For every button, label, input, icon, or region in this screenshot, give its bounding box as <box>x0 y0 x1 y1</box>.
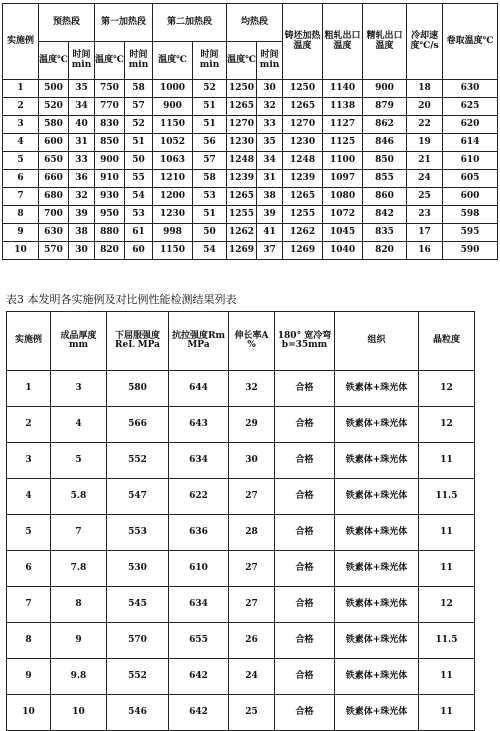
column-header: 下屈服强度ReL MPa <box>107 312 169 371</box>
table-cell: 铁素体+珠光体 <box>335 551 419 587</box>
header-preheat: 预热段 <box>39 4 95 42</box>
table-cell: 1255 <box>227 206 257 224</box>
table-cell: 21 <box>407 152 443 170</box>
table-cell: 625 <box>443 98 498 116</box>
table-cell: 铁素体+珠光体 <box>335 479 419 515</box>
table-cell: 铁素体+珠光体 <box>335 371 419 407</box>
table-cell: 580 <box>39 116 69 134</box>
table-cell: 18 <box>407 80 443 98</box>
table-cell: 600 <box>443 188 498 206</box>
table-cell: 6 <box>3 170 39 188</box>
table-cell: 1270 <box>283 116 323 134</box>
table-cell: 2 <box>3 98 39 116</box>
table-row <box>7 479 475 515</box>
table-cell: 1269 <box>283 242 323 260</box>
table-cell: 26 <box>229 623 275 659</box>
table-cell: 680 <box>39 188 69 206</box>
table-cell: 553 <box>107 515 169 551</box>
table-cell: 636 <box>169 515 229 551</box>
table-cell: 879 <box>363 98 407 116</box>
table-row <box>7 551 475 587</box>
table-cell: 24 <box>407 170 443 188</box>
table-cell: 570 <box>39 242 69 260</box>
table-cell: 2 <box>7 407 51 443</box>
table-cell: 34 <box>69 98 95 116</box>
table-cell: 642 <box>169 695 229 731</box>
table-cell: 61 <box>125 224 153 242</box>
column-header: 抗拉强度Rm MPa <box>169 312 229 371</box>
table-cell: 25 <box>407 188 443 206</box>
table-cell: 1255 <box>283 206 323 224</box>
table-cell: 820 <box>95 242 125 260</box>
table-cell: 1097 <box>323 170 363 188</box>
table-cell: 1265 <box>227 98 257 116</box>
table-row <box>3 242 498 260</box>
table-cell: 530 <box>107 551 169 587</box>
table-cell: 41 <box>257 224 283 242</box>
table-cell: 铁素体+珠光体 <box>335 659 419 695</box>
header-cooling-rate: 冷却速度℃/s <box>407 4 443 80</box>
table-cell: 31 <box>257 170 283 188</box>
table-cell: 合格 <box>275 623 335 659</box>
table-cell: 1125 <box>323 134 363 152</box>
table-cell: 32 <box>229 371 275 407</box>
table-cell: 53 <box>193 188 227 206</box>
table-cell: 8 <box>7 623 51 659</box>
table-row <box>7 587 475 623</box>
table-cell: 9 <box>7 659 51 695</box>
table-cell: 6 <box>7 551 51 587</box>
table-cell: 650 <box>39 152 69 170</box>
table-cell: 30 <box>229 443 275 479</box>
table-cell: 54 <box>193 242 227 260</box>
table-cell: 642 <box>169 659 229 695</box>
table-cell: 铁素体+珠光体 <box>335 695 419 731</box>
sub-temp: 温度℃ <box>153 42 193 80</box>
table-cell: 634 <box>169 443 229 479</box>
table-cell: 1210 <box>153 170 193 188</box>
table-cell: 5 <box>51 443 107 479</box>
table-cell: 605 <box>443 170 498 188</box>
table-cell: 60 <box>125 242 153 260</box>
table-cell: 570 <box>107 623 169 659</box>
table-row <box>3 224 498 242</box>
table-cell: 11 <box>419 695 475 731</box>
table-cell: 52 <box>193 80 227 98</box>
table-row <box>3 116 498 134</box>
table-cell: 27 <box>229 479 275 515</box>
table-cell: 27 <box>229 551 275 587</box>
table-cell: 850 <box>363 152 407 170</box>
table-cell: 622 <box>169 479 229 515</box>
table-cell: 1063 <box>153 152 193 170</box>
table-cell: 1150 <box>153 116 193 134</box>
table-row <box>3 98 498 116</box>
table-cell: 19 <box>407 134 443 152</box>
table-cell: 1239 <box>283 170 323 188</box>
table-cell: 合格 <box>275 479 335 515</box>
header-coiling-temp: 卷取温度℃ <box>443 4 498 80</box>
table-cell: 1138 <box>323 98 363 116</box>
table-cell: 1040 <box>323 242 363 260</box>
table-cell: 合格 <box>275 407 335 443</box>
table-cell: 54 <box>125 188 153 206</box>
table-cell: 10 <box>51 695 107 731</box>
table-cell: 630 <box>443 80 498 98</box>
table-cell: 7.8 <box>51 551 107 587</box>
table-cell: 1072 <box>323 206 363 224</box>
table-cell: 500 <box>39 80 69 98</box>
table-cell: 3 <box>7 443 51 479</box>
table-cell: 643 <box>169 407 229 443</box>
column-header: 晶粒度 <box>419 312 475 371</box>
table-cell: 39 <box>69 206 95 224</box>
table-cell: 1127 <box>323 116 363 134</box>
header-heat2: 第二加热段 <box>153 4 227 42</box>
table-cell: 545 <box>107 587 169 623</box>
table-cell: 1150 <box>153 242 193 260</box>
table-cell: 4 <box>51 407 107 443</box>
performance-header-row <box>7 312 475 371</box>
table-cell: 750 <box>95 80 125 98</box>
process-table-body <box>3 80 498 260</box>
table-cell: 900 <box>95 152 125 170</box>
table-cell: 合格 <box>275 443 335 479</box>
table-cell: 9 <box>3 224 39 242</box>
header-heat1: 第一加热段 <box>95 4 153 42</box>
table-cell: 20 <box>407 98 443 116</box>
table-cell: 1269 <box>227 242 257 260</box>
table-cell: 1265 <box>283 98 323 116</box>
header-rough-exit: 粗轧出口温度 <box>323 4 363 80</box>
table-cell: 1 <box>3 80 39 98</box>
table-cell: 铁素体+珠光体 <box>335 443 419 479</box>
table-cell: 930 <box>95 188 125 206</box>
table-cell: 1140 <box>323 80 363 98</box>
table-cell: 40 <box>69 116 95 134</box>
performance-table-body <box>7 371 475 731</box>
table-cell: 8 <box>51 587 107 623</box>
table-cell: 12 <box>419 407 475 443</box>
table-cell: 合格 <box>275 695 335 731</box>
table-cell: 11.5 <box>419 623 475 659</box>
table-cell: 610 <box>169 551 229 587</box>
table-cell: 55 <box>125 170 153 188</box>
table-cell: 900 <box>363 80 407 98</box>
table-cell: 547 <box>107 479 169 515</box>
table-cell: 合格 <box>275 659 335 695</box>
table-cell: 660 <box>39 170 69 188</box>
table-cell: 4 <box>7 479 51 515</box>
column-header: 组织 <box>335 312 419 371</box>
table-cell: 855 <box>363 170 407 188</box>
table-cell: 1248 <box>283 152 323 170</box>
table-cell: 34 <box>257 152 283 170</box>
table-cell: 11 <box>419 659 475 695</box>
table-cell: 10 <box>3 242 39 260</box>
table-cell: 1200 <box>153 188 193 206</box>
table-row <box>3 188 498 206</box>
table-cell: 铁素体+珠光体 <box>335 587 419 623</box>
table-cell: 4 <box>3 134 39 152</box>
table-cell: 23 <box>407 206 443 224</box>
table-cell: 655 <box>169 623 229 659</box>
table-cell: 57 <box>125 98 153 116</box>
table-cell: 1270 <box>227 116 257 134</box>
table-cell: 700 <box>39 206 69 224</box>
table-cell: 12 <box>419 371 475 407</box>
table-row <box>3 170 498 188</box>
table-cell: 835 <box>363 224 407 242</box>
table-cell: 552 <box>107 443 169 479</box>
table-cell: 610 <box>443 152 498 170</box>
table-cell: 620 <box>443 116 498 134</box>
table-cell: 862 <box>363 116 407 134</box>
table-cell: 1045 <box>323 224 363 242</box>
table-cell: 1230 <box>283 134 323 152</box>
table-cell: 580 <box>107 371 169 407</box>
table-cell: 552 <box>107 659 169 695</box>
table-cell: 880 <box>95 224 125 242</box>
sub-temp: 温度℃ <box>227 42 257 80</box>
table-cell: 1052 <box>153 134 193 152</box>
header-example: 实施例 <box>3 4 39 80</box>
process-parameters-table <box>2 3 498 260</box>
table-cell: 830 <box>95 116 125 134</box>
table-cell: 16 <box>407 242 443 260</box>
sub-time: 时间min <box>193 42 227 80</box>
column-header: 180° 宽冷弯 b=35mm <box>275 312 335 371</box>
table-cell: 566 <box>107 407 169 443</box>
table-cell: 36 <box>69 170 95 188</box>
table-cell: 11 <box>419 443 475 479</box>
table-cell: 1230 <box>227 134 257 152</box>
table-cell: 10 <box>7 695 51 731</box>
table-row <box>7 659 475 695</box>
table-cell: 29 <box>229 407 275 443</box>
table-cell: 50 <box>125 152 153 170</box>
table-cell: 9.8 <box>51 659 107 695</box>
table-cell: 51 <box>193 116 227 134</box>
table-cell: 910 <box>95 170 125 188</box>
table-cell: 1250 <box>283 80 323 98</box>
table-cell: 1265 <box>283 188 323 206</box>
sub-time: 时间min <box>125 42 153 80</box>
table-cell: 22 <box>407 116 443 134</box>
table-cell: 900 <box>153 98 193 116</box>
table-cell: 33 <box>69 152 95 170</box>
table-cell: 35 <box>257 134 283 152</box>
table-cell: 590 <box>443 242 498 260</box>
table-cell: 630 <box>39 224 69 242</box>
table-row <box>7 623 475 659</box>
table-cell: 33 <box>257 116 283 134</box>
table-cell: 27 <box>229 587 275 623</box>
table-cell: 614 <box>443 134 498 152</box>
table-cell: 546 <box>107 695 169 731</box>
table-cell: 846 <box>363 134 407 152</box>
header-slab-temp: 铸坯加热温度 <box>283 4 323 80</box>
table-row <box>3 80 498 98</box>
table-cell: 35 <box>69 80 95 98</box>
table-cell: 32 <box>257 98 283 116</box>
table-cell: 39 <box>257 206 283 224</box>
table-cell: 58 <box>125 80 153 98</box>
table-cell: 1080 <box>323 188 363 206</box>
table-cell: 51 <box>193 98 227 116</box>
table-cell: 3 <box>51 371 107 407</box>
table-cell: 17 <box>407 224 443 242</box>
table-cell: 7 <box>7 587 51 623</box>
table-cell: 28 <box>229 515 275 551</box>
table-caption: 表3 本发明各实施例及对比例性能检测结果列表 <box>6 293 237 306</box>
table-cell: 520 <box>39 98 69 116</box>
table-cell: 770 <box>95 98 125 116</box>
table-cell: 25 <box>229 695 275 731</box>
column-header: 伸长率A % <box>229 312 275 371</box>
table-cell: 7 <box>3 188 39 206</box>
table-cell: 8 <box>3 206 39 224</box>
table-cell: 950 <box>95 206 125 224</box>
table-cell: 32 <box>69 188 95 206</box>
table-row <box>7 407 475 443</box>
table-cell: 11 <box>419 515 475 551</box>
table-row <box>3 206 498 224</box>
table-cell: 998 <box>153 224 193 242</box>
table-row <box>7 443 475 479</box>
table-cell: 820 <box>363 242 407 260</box>
table-cell: 7 <box>51 515 107 551</box>
table-cell: 600 <box>39 134 69 152</box>
table-row <box>7 695 475 731</box>
table-cell: 5.8 <box>51 479 107 515</box>
table-cell: 38 <box>69 224 95 242</box>
table-cell: 1000 <box>153 80 193 98</box>
table-cell: 58 <box>193 170 227 188</box>
table-cell: 12 <box>419 587 475 623</box>
table-cell: 铁素体+珠光体 <box>335 407 419 443</box>
table-cell: 51 <box>193 206 227 224</box>
sub-time: 时间min <box>69 42 95 80</box>
table-row <box>7 515 475 551</box>
column-header: 成品厚度mm <box>51 312 107 371</box>
table-cell: 11 <box>419 551 475 587</box>
table-cell: 644 <box>169 371 229 407</box>
table-cell: 合格 <box>275 371 335 407</box>
table-cell: 50 <box>193 224 227 242</box>
table-cell: 634 <box>169 587 229 623</box>
table-cell: 24 <box>229 659 275 695</box>
table-cell: 3 <box>3 116 39 134</box>
table-cell: 铁素体+珠光体 <box>335 623 419 659</box>
table-cell: 铁素体+珠光体 <box>335 515 419 551</box>
table-cell: 11.5 <box>419 479 475 515</box>
table-cell: 850 <box>95 134 125 152</box>
column-header: 实施例 <box>7 312 51 371</box>
table-cell: 842 <box>363 206 407 224</box>
header-finish-exit: 精轧出口温度 <box>363 4 407 80</box>
performance-results-table <box>6 311 475 731</box>
table-cell: 1 <box>7 371 51 407</box>
table-row <box>7 371 475 407</box>
table-cell: 598 <box>443 206 498 224</box>
table-cell: 51 <box>125 134 153 152</box>
table-row <box>3 134 498 152</box>
table-cell: 1239 <box>227 170 257 188</box>
table-cell: 合格 <box>275 515 335 551</box>
table-cell: 52 <box>125 116 153 134</box>
header-soak: 均热段 <box>227 4 283 42</box>
table-cell: 5 <box>7 515 51 551</box>
table-cell: 9 <box>51 623 107 659</box>
table-cell: 1262 <box>227 224 257 242</box>
table-cell: 31 <box>69 134 95 152</box>
table-cell: 合格 <box>275 587 335 623</box>
table-cell: 5 <box>3 152 39 170</box>
table-cell: 1230 <box>153 206 193 224</box>
table-cell: 1262 <box>283 224 323 242</box>
table-cell: 38 <box>257 188 283 206</box>
table-cell: 1248 <box>227 152 257 170</box>
table-cell: 30 <box>257 80 283 98</box>
table-cell: 1250 <box>227 80 257 98</box>
sub-time: 时间min <box>257 42 283 80</box>
sub-temp: 温度℃ <box>39 42 69 80</box>
table-cell: 合格 <box>275 551 335 587</box>
table-cell: 860 <box>363 188 407 206</box>
table-cell: 1100 <box>323 152 363 170</box>
table-row <box>3 152 498 170</box>
table-cell: 37 <box>257 242 283 260</box>
table-cell: 595 <box>443 224 498 242</box>
table-cell: 53 <box>125 206 153 224</box>
sub-temp: 温度℃ <box>95 42 125 80</box>
table-cell: 57 <box>193 152 227 170</box>
table-cell: 56 <box>193 134 227 152</box>
table-cell: 1265 <box>227 188 257 206</box>
table-cell: 30 <box>69 242 95 260</box>
